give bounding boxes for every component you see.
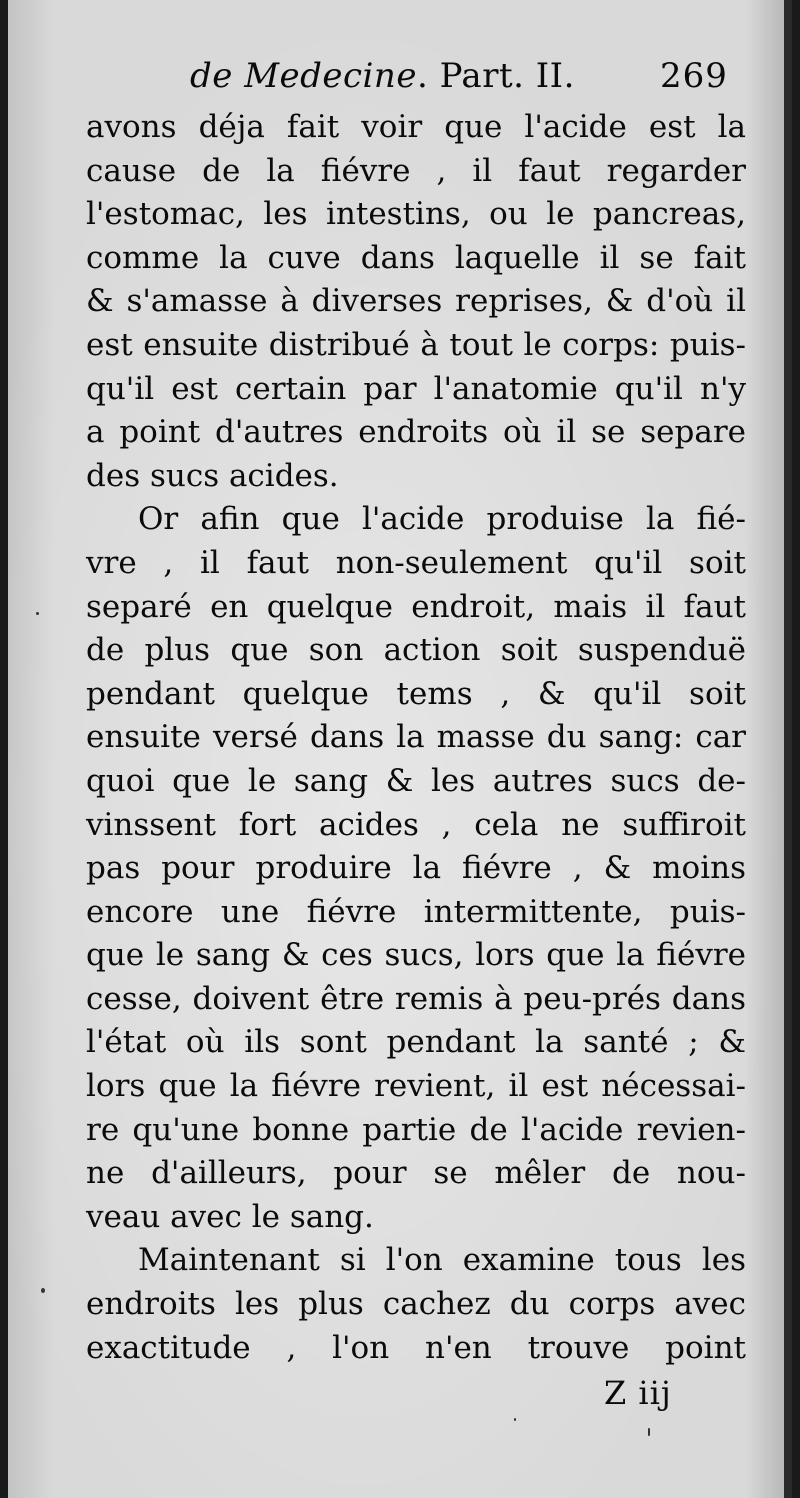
text-line: vre , il faut non-seulement qu'il soit	[86, 544, 746, 581]
book-page	[8, 0, 792, 1498]
text-line: ne d'ailleurs, pour se mêler de nou-	[86, 1155, 746, 1192]
signature-mark: Z iij	[604, 1374, 672, 1412]
text-line: Maintenant si l'on examine tous les	[138, 1242, 746, 1279]
text-line: encore une fiévre intermittente, puis-	[86, 893, 746, 930]
ink-speck	[36, 612, 39, 615]
text-line: endroits les plus cachez du corps avec	[86, 1286, 746, 1323]
text-line: veau avec le sang.	[86, 1198, 374, 1235]
text-line: comme la cuve dans laquelle il se fait	[86, 239, 746, 276]
page-header	[8, 52, 792, 108]
text-line: quoi que le sang & les autres sucs de-	[86, 762, 746, 799]
running-title-part: . Part. II.	[416, 56, 575, 96]
text-line: est ensuite distribué à tout le corps: puis-	[86, 326, 746, 363]
text-line: separé en quelque endroit, mais il faut	[86, 588, 746, 625]
text-line: exactitude , l'on n'en trouve point	[86, 1329, 746, 1366]
text-line: lors que la fiévre revient, il est nécessai-	[86, 1068, 746, 1105]
text-line: l'état où ils sont pendant la santé ; &	[86, 1024, 746, 1061]
text-line: pas pour produire la fiévre , & moins	[86, 850, 746, 887]
text-line: pendant quelque tems , & qu'il soit	[86, 675, 746, 712]
text-line: qu'il est certain par l'anatomie qu'il n'y	[86, 370, 746, 407]
page-number: 269	[660, 56, 728, 96]
text-line: cesse, doivent être remis à peu-prés dans	[86, 980, 746, 1017]
text-line: avons déja fait voir que l'acide est la	[86, 109, 746, 145]
text-line: de plus que son action soit suspenduë	[86, 632, 746, 669]
body-text	[86, 106, 746, 1370]
page-edge-shadow	[784, 0, 792, 1498]
ink-speck	[514, 1418, 516, 1421]
ink-speck	[41, 1288, 45, 1293]
text-line: l'estomac, les intestins, ou le pancreas,	[86, 196, 746, 233]
text-line: Or afin que l'acide produise la fié-	[138, 501, 746, 538]
ink-speck	[648, 1428, 650, 1436]
text-line: des sucs acides.	[86, 457, 339, 494]
text-line: & s'amasse à diverses reprises, & d'où il	[86, 283, 746, 320]
running-title-italic: de Medecine	[190, 56, 417, 96]
text-line: ensuite versé dans la masse du sang: car	[86, 719, 746, 756]
text-line: que le sang & ces sucs, lors que la fiévre	[86, 937, 746, 974]
running-title	[190, 56, 575, 96]
text-line: cause de la fiévre , il faut regarder	[86, 152, 746, 189]
text-line: vinssent fort acides , cela ne suffiroit	[86, 806, 746, 843]
text-line: re qu'une bonne partie de l'acide revien-	[86, 1111, 746, 1148]
text-line: a point d'autres endroits où il se separe	[86, 414, 746, 451]
